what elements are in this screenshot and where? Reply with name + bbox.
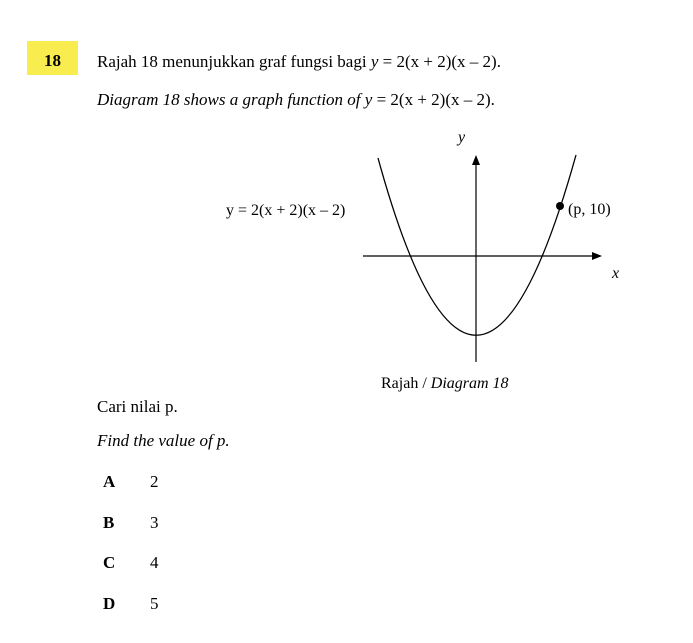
question-number: 18 <box>44 51 61 70</box>
option-d[interactable] <box>103 594 159 614</box>
x-axis-arrowhead <box>592 252 602 260</box>
statement-malay-equation: y = 2(x + 2)(x – 2). <box>370 52 501 71</box>
statement-english-equation: y = 2(x + 2)(x – 2). <box>364 90 495 109</box>
option-c[interactable] <box>103 553 159 573</box>
y-axis-label: y <box>458 129 466 146</box>
point-label: (p, 10) <box>568 201 611 218</box>
option-letter: C <box>103 553 116 572</box>
option-a[interactable] <box>103 472 159 492</box>
option-b[interactable] <box>103 513 159 533</box>
option-letter: A <box>103 472 116 491</box>
option-letter: D <box>103 594 116 613</box>
option-letter: B <box>103 513 115 532</box>
option-value: 2 <box>150 472 159 491</box>
x-axis-label: x <box>612 265 620 282</box>
parabola-curve <box>378 155 576 335</box>
prompt-malay: Cari nilai p. <box>97 397 178 416</box>
diagram-caption: Rajah / Diagram 18 <box>381 375 509 392</box>
option-value: 4 <box>150 553 159 572</box>
option-value: 5 <box>150 594 159 613</box>
statement-english-text: Diagram 18 shows a graph function of <box>97 90 365 109</box>
point-p-10 <box>556 202 564 210</box>
curve-label: y = 2(x + 2)(x – 2) <box>226 202 346 219</box>
y-axis-arrowhead <box>472 155 480 165</box>
option-value: 3 <box>150 513 159 532</box>
prompt-english: Find the value of p. <box>97 431 230 450</box>
statement-malay-text: Rajah 18 menunjukkan graf fungsi bagi <box>97 52 371 71</box>
